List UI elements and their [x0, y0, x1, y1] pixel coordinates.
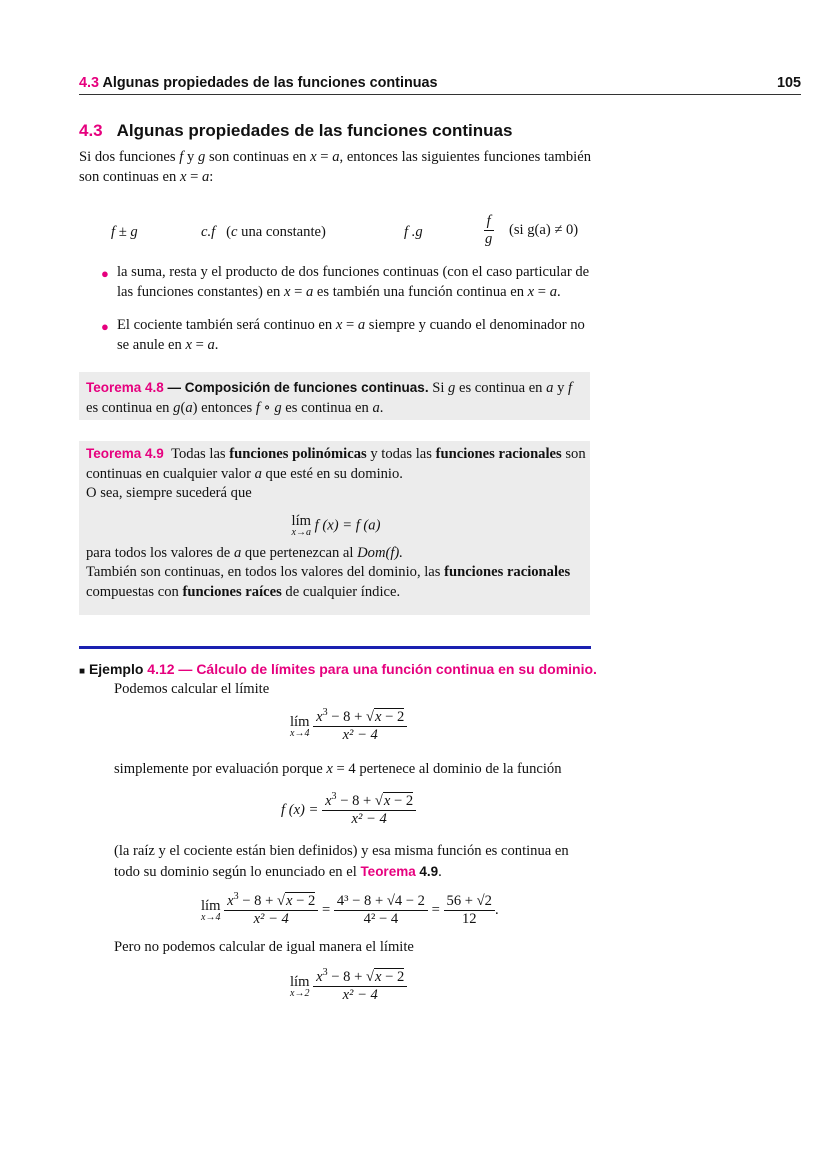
running-header	[79, 74, 801, 95]
page-number: 105	[776, 75, 801, 91]
limit-formula: lím x→4 $\frac{x^3 - 8 + √x - 2}{\text{x² − 4}}$	[290, 709, 407, 744]
theorem-4-9	[79, 441, 590, 615]
formula-sum: f ± g	[111, 224, 138, 240]
formula-product: f .g	[404, 224, 423, 240]
bullet-icon: ●	[101, 319, 109, 334]
limit-formula: lím x→2 $\frac{x^3 - 8 + √x - 2}{\text{x² − 4}}$	[290, 969, 407, 1004]
bullet-item: ● El cociente también será continuo en x = a siempre y cuando el denominador no se anule en x = a.	[101, 317, 585, 353]
running-header-title: 4.3 Algunas propiedades de las funciones continuas	[79, 75, 438, 91]
theorem-4-8	[79, 372, 590, 420]
example-text: (la raíz y el cociente están bien definidos) y esa misma función es continua en todo su dominio según lo enunciado en el Teorema 4.9.	[114, 843, 569, 880]
intro-paragraph: Si dos funciones f y g son continuas en x = a, entonces las siguientes funciones también son continuas en x = a:	[79, 149, 591, 185]
example-text: Podemos calcular el límite	[114, 681, 270, 697]
bullet-item: ● la suma, resta y el producto de dos funciones continuas (con el caso particular de las funciones constantes) en x = a es también una función continua en x = a.	[101, 264, 590, 300]
example-text: simplemente por evaluación porque x = 4 pertenece al dominio de la función	[114, 761, 562, 777]
theorem-4-8-text: Teorema 4.8 — Composición de funciones continuas. Si g es continua en a y f es continua en g(a) entonces f ∘ g es continua en a.	[86, 380, 573, 416]
example-title: ■ Ejemplo 4.12 — Cálculo de límites para una función continua en su dominio.	[79, 661, 597, 677]
bullet-icon: ●	[101, 266, 109, 281]
theorem-4-9-text: Teorema 4.9 Todas las funciones polinómicas y todas las funciones racionales son continuas en cualquier valor a que esté en su dominio. O sea, siempre sucederá que lím x→a f (x) = f (a) para todos los valores de a que pertenezcan al Dom(f). También son continuas, en todos los valores del dominio, las funciones racionales compuestas con funciones raíces de cualquier índice.	[86, 446, 586, 600]
limit-evaluation: lím x→4 $\frac{x^3 - 8 + √x - 2}{\text{x² − 4}}$ = $\frac{\text{4³ − 8 + √4 − 2}}{\text{4² − 4}}$ = $\frac{56 + √2}{12}$ .	[201, 891, 499, 927]
function-definition: f (x) = $\frac{x^3 - 8 + √x - 2}{\text{x² − 4}}$	[281, 793, 416, 828]
formula-scalar: c.f (c una constante)	[201, 224, 326, 240]
limit-formula: lím x→a f (x) = f (a)	[291, 512, 381, 538]
section-title: 4.3 Algunas propiedades de las funciones continuas	[79, 121, 513, 140]
formula-quotient: $\frac{f}{g}$ (si g(a) ≠ 0)	[485, 213, 579, 247]
example-text: Pero no podemos calcular de igual manera el límite	[114, 939, 414, 955]
example-separator	[79, 646, 591, 649]
